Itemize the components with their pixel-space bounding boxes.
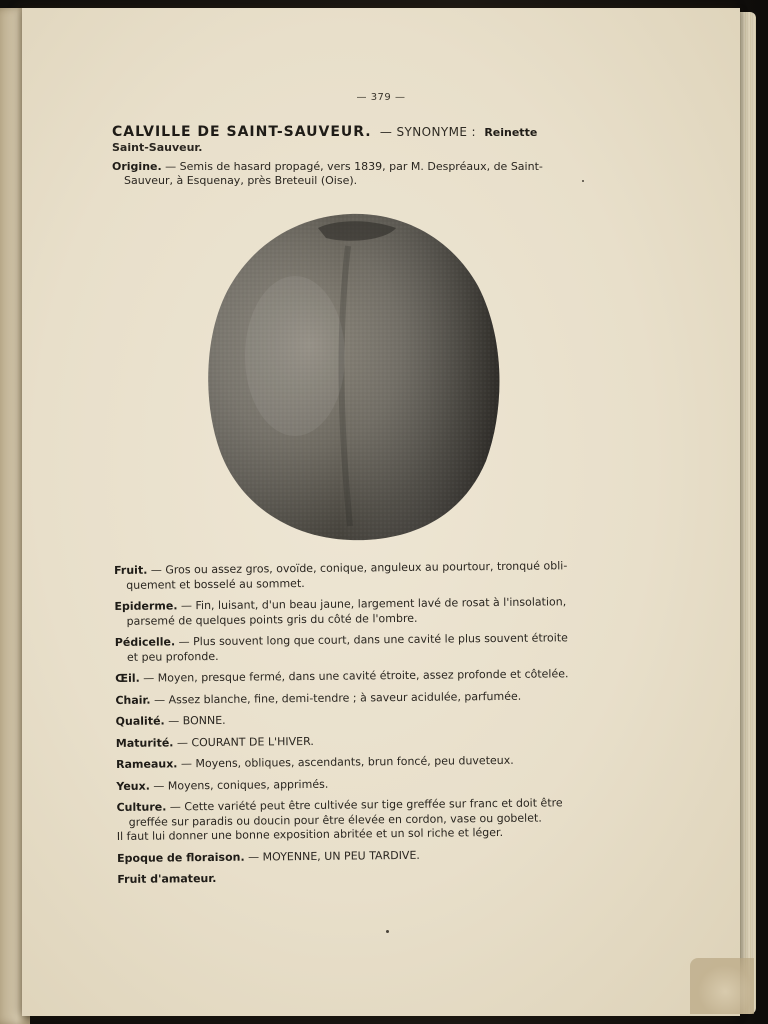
entry-continuation: et peu profonde. [126, 649, 219, 664]
entry-text: — Moyen, presque fermé, dans une cavité étroite, assez profonde et côtelée. [143, 667, 569, 685]
entry-floraison [117, 846, 607, 866]
entry-pedicelle [115, 631, 605, 665]
entry-text: — Moyens, coniques, apprimés. [153, 777, 329, 793]
paper-speck [386, 930, 389, 933]
entry-rameaux [116, 753, 606, 773]
entry-label: Œil. [115, 671, 140, 685]
entry-text: — Gros ou assez gros, ovoïde, conique, anguleux au pourtour, tronqué obli- [150, 559, 568, 577]
entry-text: — MOYENNE, UN PEU TARDIVE. [248, 848, 420, 864]
apple-icon [200, 206, 506, 542]
paper-speck [582, 180, 584, 182]
entry-qualite [116, 710, 606, 730]
origin-text-line1: — Semis de hasard propagé, vers 1839, par M. Despréaux, de Saint- [165, 160, 543, 173]
entry-label: Pédicelle. [114, 635, 176, 649]
synonym-continuation: Saint-Sauveur. [112, 141, 203, 154]
entry-maturite [116, 731, 606, 751]
entry-header [112, 124, 592, 154]
origin-label: Origine. [112, 160, 162, 173]
entry-continuation: parsemé de quelques points gris du côté de l'ombre. [126, 611, 418, 628]
entry-text: — Moyens, obliques, ascendants, brun foncé, peu duveteux. [180, 753, 514, 771]
entry-label: Epiderme. [114, 599, 178, 613]
entry-label: Epoque de floraison. [117, 850, 245, 865]
entry-label: Chair. [115, 693, 151, 707]
variety-name: CALVILLE DE SAINT-SAUVEUR. [112, 124, 372, 140]
entry-oeil [115, 667, 605, 687]
entry-text: — Fin, luisant, d'un beau jaune, largement lavé de rosat à l'insolation, [180, 595, 567, 613]
entry-continuation: quement et bosselé au sommet. [126, 576, 305, 592]
entry-text: — COURANT DE L'HIVER. [176, 734, 314, 749]
entry-epiderme [114, 595, 604, 629]
entry-label: Maturité. [115, 735, 174, 750]
origin-paragraph [112, 160, 582, 188]
entry-text: — BONNE. [168, 713, 226, 728]
entry-text: — Plus souvent long que court, dans une cavité le plus souvent étroite [178, 631, 568, 649]
thumb-holding-page [690, 958, 754, 1014]
entry-label: Rameaux. [116, 757, 178, 771]
page-number: — 379 — [356, 92, 406, 103]
title-line [112, 124, 592, 141]
entry-label: Fruit. [114, 563, 148, 577]
entry-continuation: greffée sur paradis ou doucin pour être élevée en cordon, vase ou gobelet. [128, 811, 542, 829]
entry-extra: Il faut lui donner une bonne exposition abritée et un sol riche et léger. [116, 825, 504, 843]
description-list [114, 559, 607, 895]
entry-label: Qualité. [115, 714, 165, 728]
synonym-value: Reinette [484, 126, 538, 139]
entry-label: Yeux. [116, 779, 150, 793]
apple-illustration [200, 206, 506, 542]
entry-text: — Cette variété peut être cultivée sur tige greffée sur franc et doit être [169, 796, 563, 814]
entry-culture [116, 796, 606, 845]
entry-fruit-amateur [117, 868, 607, 888]
book-page [22, 8, 740, 1016]
entry-text: — Assez blanche, fine, demi-tendre ; à saveur acidulée, parfumée. [153, 689, 522, 707]
entry-chair [115, 688, 605, 708]
entry-fruit [114, 559, 604, 593]
synonym-label: — SYNONYME : [379, 125, 477, 139]
entry-yeux [116, 774, 606, 794]
entry-label: Fruit d'amateur. [117, 871, 217, 886]
entry-label: Culture. [116, 800, 167, 814]
origin-text-line2: Sauveur, à Esquenay, près Breteuil (Oise). [124, 174, 358, 187]
